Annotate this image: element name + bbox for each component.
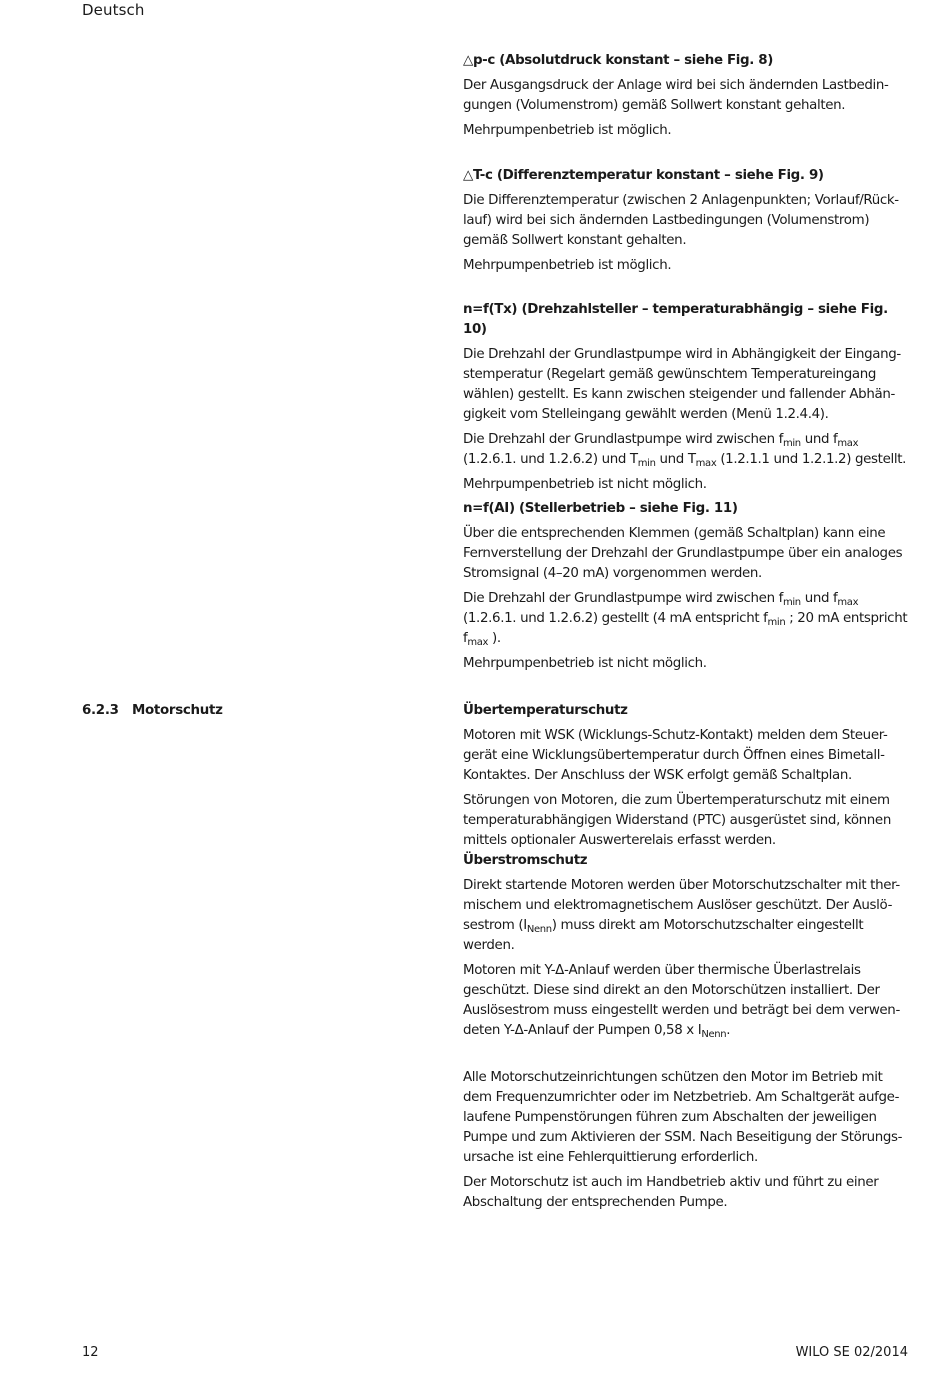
text-line: [463, 589, 915, 609]
block-nftx: [463, 300, 915, 495]
text-run: Die Drehzahl der Grundlastpumpe wird zwischen f: [463, 591, 783, 606]
subscript: min: [637, 458, 656, 469]
text-line: Alle Motorschutzeinrichtungen schützen den Motor im Betrieb mit: [463, 1070, 883, 1085]
dtc-paragraph: [463, 191, 915, 251]
ptc-paragraph: [463, 791, 915, 851]
text-line: Die Drehzahl der Grundlastpumpe wird in Abhängigkeit der Eingang-: [463, 347, 901, 362]
text-run: Die Drehzahl der Grundlastpumpe wird zwischen f: [463, 432, 783, 447]
dpc-multipump-note: Mehrpumpenbetrieb ist möglich.: [463, 123, 672, 138]
dpc-heading: △p-c (Absolutdruck konstant – siehe Fig. 8): [463, 53, 774, 68]
subscript: max: [837, 438, 859, 449]
nfai-multipump-note: Mehrpumpenbetrieb ist nicht möglich.: [463, 656, 707, 671]
nftx-multipump-note: Mehrpumpenbetrieb ist nicht möglich.: [463, 477, 707, 492]
summary-paragraph: [463, 1068, 915, 1168]
text-line: Der Motorschutz ist auch im Handbetrieb aktiv und führt zu einer: [463, 1175, 879, 1190]
dtc-heading: △T-c (Differenztemperatur konstant – siehe Fig. 9): [463, 168, 824, 183]
subscript: max: [695, 458, 717, 469]
overtemp-paragraph: [463, 726, 915, 786]
text-line: Direkt startende Motoren werden über Motorschutzschalter mit ther-: [463, 878, 900, 893]
block-motor-protection-summary: [463, 1068, 915, 1213]
text-line: Motoren mit WSK (Wicklungs-Schutz-Kontakt) melden dem Steuer-: [463, 728, 888, 743]
publisher-footer: WILO SE 02/2014: [795, 1345, 908, 1360]
text-line: Pumpe und zum Aktivieren der SSM. Nach Beseitigung der Störungs-: [463, 1130, 903, 1145]
text-line: mittels optionaler Auswerterelais erfasst werden.: [463, 833, 776, 848]
nftx-paragraph: [463, 345, 915, 425]
text-line: laufene Pumpenstörungen führen zum Abschalten der jeweiligen: [463, 1110, 877, 1125]
nftx-heading: n=f(Tx) (Drehzahlsteller – temperaturabhängig – siehe Fig. 10): [463, 302, 888, 337]
overtemp-heading: Übertemperaturschutz: [463, 703, 628, 718]
nftx-range-paragraph: [463, 430, 915, 470]
text-run: sestrom (I: [463, 918, 527, 933]
text-run: und T: [655, 452, 696, 467]
text-run: deten Y-Δ-Anlauf der Pumpen 0,58 x I: [463, 1023, 702, 1038]
subscript: Nenn: [701, 1029, 727, 1040]
manual-mode-paragraph: [463, 1173, 915, 1213]
block-dtc: [463, 166, 915, 276]
text-line: Fernverstellung der Drehzahl der Grundlastpumpe über ein analoges: [463, 546, 903, 561]
section-title: Motorschutz: [132, 703, 223, 718]
text-line: Kontaktes. Der Anschluss der WSK erfolgt gemäß Schaltplan.: [463, 768, 852, 783]
overcurrent-heading: Überstromschutz: [463, 853, 588, 868]
page-language-header: Deutsch: [82, 1, 145, 19]
text-line: [463, 450, 915, 470]
text-line: Der Ausgangsdruck der Anlage wird bei sich ändernden Lastbedin-: [463, 78, 889, 93]
nfai-range-paragraph: [463, 589, 915, 649]
subscript: max: [467, 637, 489, 648]
text-line: [463, 609, 915, 629]
text-run: und f: [800, 432, 838, 447]
text-line: werden.: [463, 938, 515, 953]
text-line: stemperatur (Regelart gemäß gewünschtem Temperatureingang: [463, 367, 877, 382]
text-line: [463, 629, 915, 649]
text-line: Stromsignal (4–20 mA) vorgenommen werden.: [463, 566, 762, 581]
section-number: 6.2.3: [82, 703, 119, 718]
subscript: min: [782, 597, 801, 608]
block-nfai: [463, 499, 915, 674]
text-line: [463, 916, 915, 936]
text-run: ; 20 mA entspricht: [785, 611, 908, 626]
text-line: gemäß Sollwert konstant gehalten.: [463, 233, 687, 248]
text-line: dem Frequenzumrichter oder im Netzbetrieb. Am Schaltgerät aufge-: [463, 1090, 900, 1105]
star-delta-paragraph: [463, 961, 915, 1041]
text-line: wählen) gestellt. Es kann zwischen steigender und fallender Abhän-: [463, 387, 895, 402]
subscript: min: [767, 617, 786, 628]
page-number: 12: [82, 1345, 99, 1360]
nfai-heading: n=f(AI) (Stellerbetrieb – siehe Fig. 11): [463, 501, 738, 516]
text-run: ) muss direkt am Motorschutzschalter eingestellt: [551, 918, 864, 933]
text-run: und f: [800, 591, 838, 606]
text-run: (1.2.6.1. und 1.2.6.2) gestellt (4 mA entspricht f: [463, 611, 768, 626]
text-line: ursache ist eine Fehlerquittierung erforderlich.: [463, 1150, 758, 1165]
dpc-paragraph: [463, 76, 915, 116]
text-run: (1.2.1.1 und 1.2.1.2) gestellt.: [716, 452, 907, 467]
subscript: Nenn: [526, 924, 552, 935]
text-line: gerät eine Wicklungsübertemperatur durch Öffnen eines Bimetall-: [463, 748, 885, 763]
text-line: Auslösestrom muss eingestellt werden und beträgt bei dem verwen-: [463, 1003, 900, 1018]
text-line: Abschaltung der entsprechenden Pumpe.: [463, 1195, 728, 1210]
text-line: geschützt. Diese sind direkt an den Motorschützen installiert. Der: [463, 983, 880, 998]
text-line: Motoren mit Y-Δ-Anlauf werden über thermische Überlastrelais: [463, 963, 861, 978]
text-line: lauf) wird bei sich ändernden Lastbedingungen (Volumenstrom): [463, 213, 870, 228]
text-run: (1.2.6.1. und 1.2.6.2) und T: [463, 452, 638, 467]
text-line: Über die entsprechenden Klemmen (gemäß Schaltplan) kann eine: [463, 526, 886, 541]
subscript: min: [782, 438, 801, 449]
text-line: [463, 1021, 915, 1041]
block-dpc: [463, 51, 915, 141]
text-line: mischem und elektromagnetischem Auslöser geschützt. Der Auslö-: [463, 898, 893, 913]
section-heading: [82, 701, 223, 721]
text-run: f: [463, 631, 468, 646]
text-run: ).: [488, 631, 501, 646]
subscript: max: [837, 597, 859, 608]
dtc-multipump-note: Mehrpumpenbetrieb ist möglich.: [463, 258, 672, 273]
nfai-paragraph: [463, 524, 915, 584]
text-line: [463, 430, 915, 450]
block-motor-protection: [463, 701, 915, 1041]
text-run: .: [726, 1023, 731, 1038]
text-line: gigkeit vom Stelleingang gewählt werden (Menü 1.2.4.4).: [463, 407, 829, 422]
text-line: Die Differenztemperatur (zwischen 2 Anlagenpunkten; Vorlauf/Rück-: [463, 193, 899, 208]
text-line: Störungen von Motoren, die zum Übertemperaturschutz mit einem: [463, 793, 890, 808]
overcurrent-paragraph: [463, 876, 915, 956]
text-line: gungen (Volumenstrom) gemäß Sollwert konstant gehalten.: [463, 98, 846, 113]
text-line: temperaturabhängigen Widerstand (PTC) ausgerüstet sind, können: [463, 813, 891, 828]
